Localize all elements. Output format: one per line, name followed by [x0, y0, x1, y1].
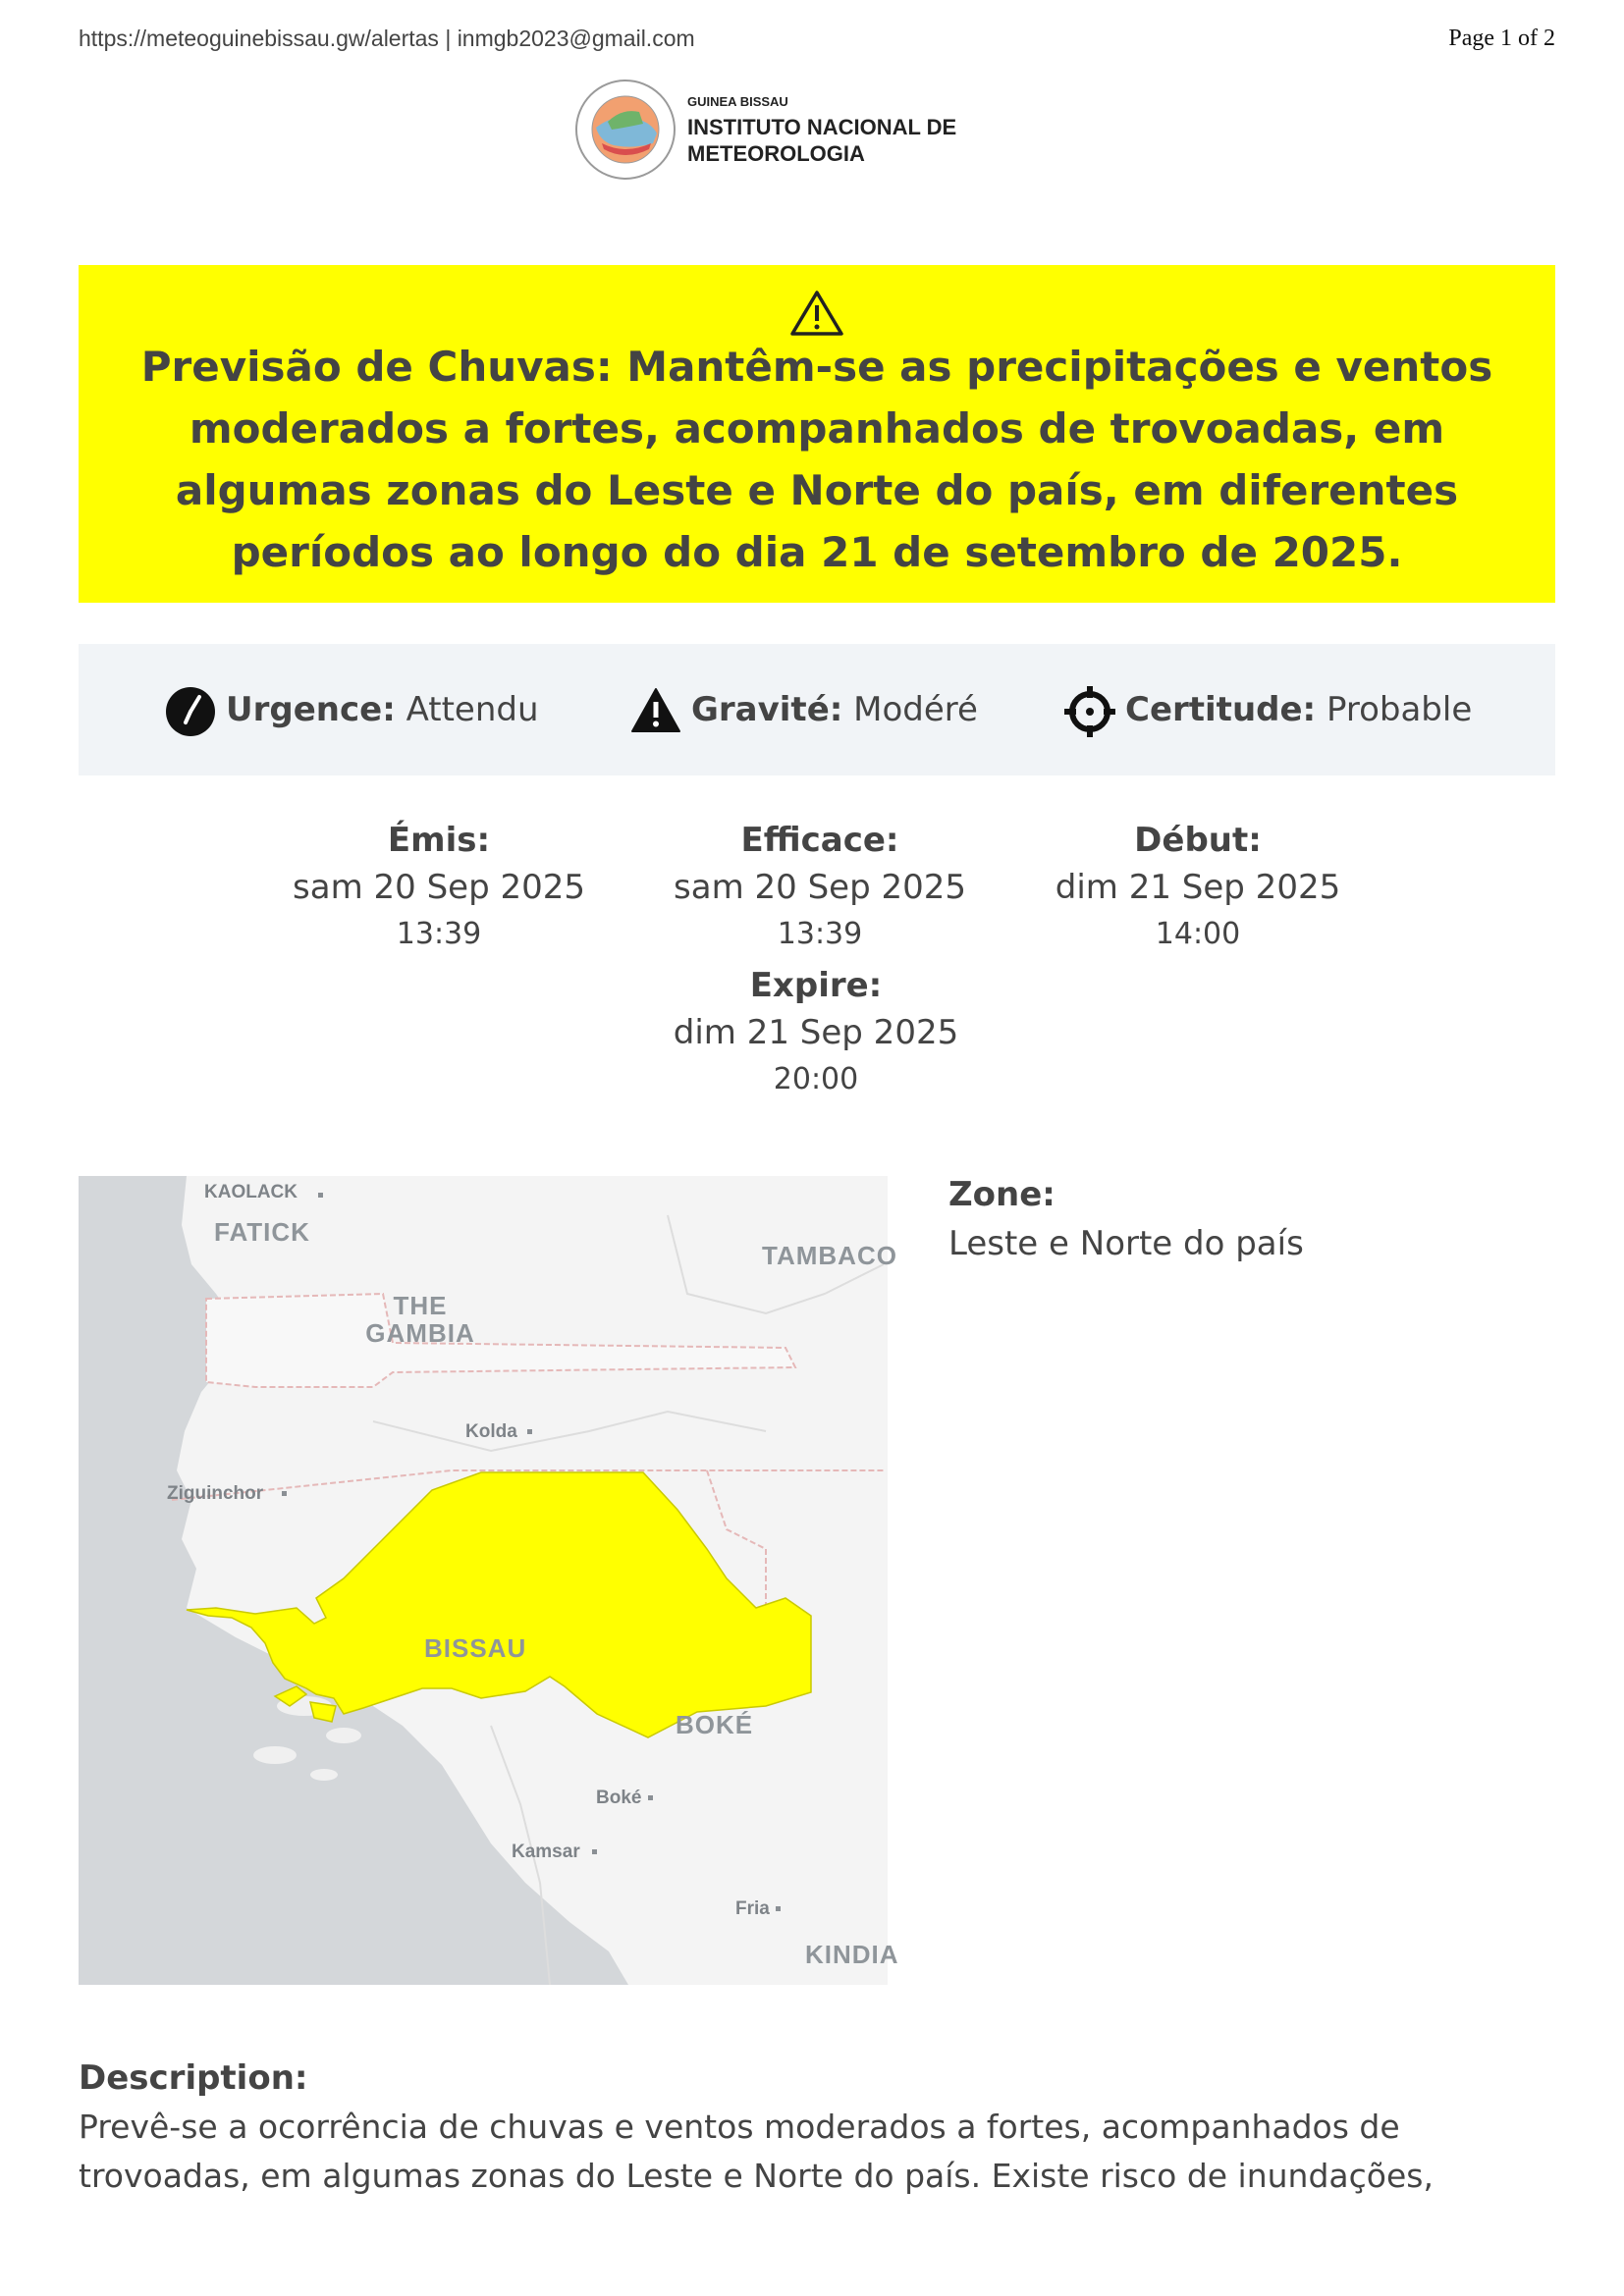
- map-label-fatick: FATICK: [214, 1217, 310, 1247]
- urgency-value: Attendu: [406, 690, 539, 729]
- crosshair-icon: [1064, 686, 1115, 737]
- inm-logo: [574, 79, 987, 183]
- effective-date: [653, 817, 987, 958]
- severity-label: Gravité:: [691, 690, 843, 729]
- description-text: Prevê-se a ocorrência de chuvas e ventos moderados a fortes, acompanhados de trovoadas, em algumas zonas do Leste e Norte do país. Existe risco de inundações,: [79, 2108, 1434, 2195]
- map-label-boke-city: Boké: [596, 1788, 642, 1808]
- alert-title: Previsão de Chuvas: Mantêm-se as precipitações e ventos moderados a fortes, acompanhados de trovoadas, em algumas zonas do Leste e Norte do país, em diferentes períodos ao longo do dia 21 de setembro de 2025.: [140, 343, 1493, 576]
- logo-country: GUINEA BISSAU: [687, 94, 788, 109]
- map-label-boke-region: BOKÉ: [676, 1710, 754, 1739]
- inm-seal-icon: [574, 79, 677, 181]
- map-label-bissau: BISSAU: [424, 1633, 527, 1663]
- map-label-kolda: Kolda: [465, 1421, 517, 1442]
- map-label-kamsar: Kamsar: [512, 1842, 580, 1862]
- expires-time: 20:00: [773, 1062, 859, 1096]
- map-label-kaolack: KAOLACK: [204, 1182, 298, 1202]
- expires-label: Expire:: [749, 966, 883, 1005]
- page-number: Page 1 of 2: [1448, 26, 1555, 51]
- effective-day: sam 20 Sep 2025: [674, 868, 966, 907]
- status-bar: [79, 644, 1555, 775]
- urgency-label: Urgence:: [226, 690, 396, 729]
- zone-section: [948, 1170, 1538, 1268]
- certainty-value: Probable: [1326, 690, 1473, 729]
- map-label-fria: Fria: [735, 1898, 770, 1919]
- zone-label: Zone:: [948, 1175, 1056, 1214]
- issued-date: [272, 817, 606, 958]
- issued-day: sam 20 Sep 2025: [293, 868, 585, 907]
- effective-time: 13:39: [777, 917, 863, 951]
- warning-triangle-icon: [789, 289, 844, 338]
- source-url[interactable]: https://meteoguinebissau.gw/alertas | inmgb2023@gmail.com: [79, 26, 695, 51]
- warning-icon: [630, 686, 681, 735]
- certainty-label: Certitude:: [1125, 690, 1317, 729]
- onset-time: 14:00: [1155, 917, 1241, 951]
- map-label-tambacounda: TAMBACO: [762, 1241, 897, 1270]
- onset-day: dim 21 Sep 2025: [1055, 868, 1341, 907]
- expires-day: dim 21 Sep 2025: [673, 1013, 959, 1052]
- alert-banner: [79, 265, 1555, 603]
- description-section: [79, 2054, 1555, 2201]
- clock-icon: [165, 686, 216, 737]
- expires-date: [649, 962, 983, 1103]
- issued-label: Émis:: [387, 821, 491, 860]
- alert-map[interactable]: [79, 1176, 899, 1985]
- onset-label: Début:: [1134, 821, 1262, 860]
- onset-date: [1031, 817, 1365, 958]
- map-label-ziguinchor: Ziguinchor: [167, 1483, 264, 1504]
- description-label: Description:: [79, 2058, 308, 2098]
- map-label-gambia: THE GAMBIA: [365, 1291, 475, 1348]
- issued-time: 13:39: [396, 917, 482, 951]
- effective-label: Efficace:: [740, 821, 899, 860]
- page-header: [79, 22, 1555, 57]
- logo-institute: INSTITUTO NACIONAL DE METEOROLOGIA: [687, 115, 957, 166]
- severity-value: Modéré: [853, 690, 978, 729]
- zone-value: Leste e Norte do país: [948, 1224, 1304, 1263]
- map-label-kindia: KINDIA: [805, 1940, 899, 1969]
